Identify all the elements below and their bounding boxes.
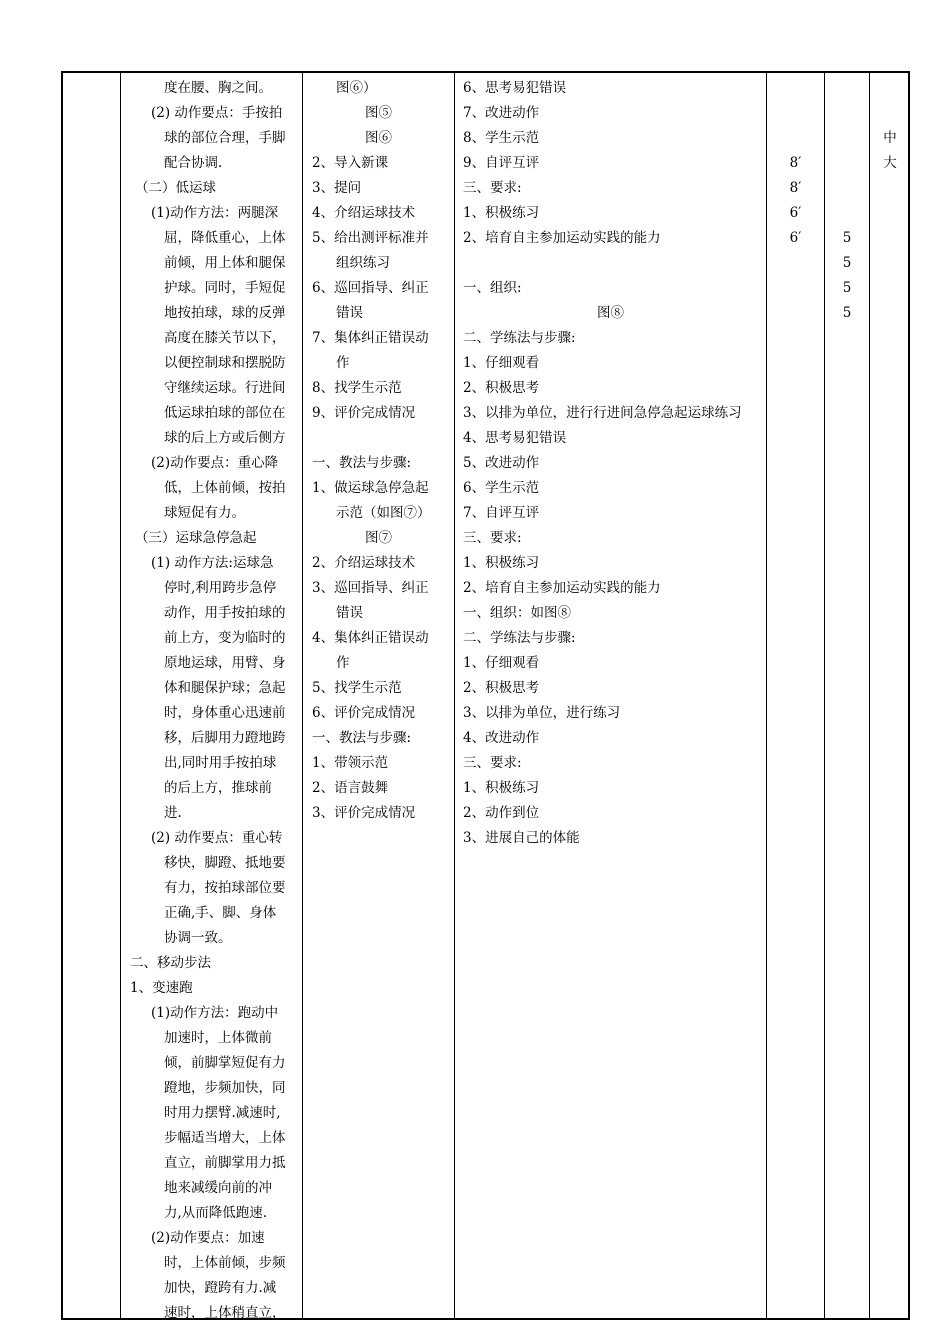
teacher-activity-column: [303, 76, 454, 826]
text-line: (1)动作方法：跑动中: [151, 1005, 279, 1021]
text-line: 一、组织：如图⑧: [463, 605, 571, 621]
text-line: 守继续运球。行进间: [164, 380, 286, 396]
text-line: 图⑤: [365, 105, 392, 121]
text-line: 步幅适当增大，上体: [164, 1130, 286, 1146]
text-line: 3、巡回指导、纠正: [312, 580, 429, 596]
text-line: 中: [883, 130, 897, 146]
text-line: 图⑦: [365, 530, 392, 546]
text-line: 1、仔细观看: [463, 355, 540, 371]
text-line: 正确,手、脚、身体: [164, 905, 277, 921]
text-line: 2、积极思考: [463, 680, 540, 696]
text-line: 时，身体重心迅速前: [164, 705, 286, 721]
text-line: 一、教法与步骤:: [312, 455, 412, 471]
text-line: 以便控制球和摆脱防: [164, 355, 286, 371]
text-line: (1) 动作方法:运球急: [151, 555, 274, 571]
text-line: 3、评价完成情况: [312, 805, 416, 821]
text-line: 加快，蹬跨有力.减: [164, 1280, 277, 1296]
text-line: 低，上体前倾，按拍: [164, 480, 286, 496]
text-line: 的后上方，推球前: [164, 780, 272, 796]
text-line: 5: [842, 255, 852, 271]
text-line: [825, 201, 869, 226]
text-line: 大: [883, 155, 897, 171]
text-line: 7、集体纠正错误动: [312, 330, 429, 346]
text-line: 移，后脚用力蹬地跨: [164, 730, 286, 746]
text-line: 错误: [336, 305, 363, 321]
text-line: 图⑥: [365, 130, 392, 146]
text-line: [825, 176, 869, 201]
text-line: [870, 76, 910, 101]
text-line: 球的部位合理，手脚: [164, 130, 286, 146]
text-line: 5、改进动作: [463, 455, 540, 471]
text-line: 1、做运球急停急起: [312, 480, 429, 496]
text-line: 9、评价完成情况: [312, 405, 416, 421]
text-line: 6、评价完成情况: [312, 705, 416, 721]
text-line: 度在腰、胸之间。: [164, 80, 272, 96]
text-line: 4、集体纠正错误动: [312, 630, 429, 646]
text-line: [825, 126, 869, 151]
text-line: 动作，用手按拍球的: [164, 605, 286, 621]
text-line: （二）低运球: [135, 180, 216, 196]
text-line: 2、导入新课: [312, 155, 389, 171]
text-line: 前上方，变为临时的: [164, 630, 286, 646]
text-line: 进.: [164, 805, 182, 821]
text-line: 1、变速跑: [130, 980, 193, 996]
text-line: 三、要求:: [463, 180, 522, 196]
text-line: 错误: [336, 605, 363, 621]
text-line: [825, 101, 869, 126]
text-line: [825, 76, 869, 101]
text-line: 8、找学生示范: [312, 380, 402, 396]
text-line: 高度在膝关节以下，: [164, 330, 286, 346]
text-line: 2、介绍运球技术: [312, 555, 416, 571]
text-line: 4、介绍运球技术: [312, 205, 416, 221]
text-line: 9、自评互评: [463, 155, 540, 171]
text-line: 5: [842, 280, 852, 296]
text-line: 8、学生示范: [463, 130, 540, 146]
text-line: 三、要求:: [463, 530, 522, 546]
time-column: [767, 76, 824, 251]
text-line: 配合协调.: [164, 155, 223, 171]
text-line: 低运球拍球的部位在: [164, 405, 286, 421]
text-line: 7、改进动作: [463, 105, 540, 121]
text-line: 地按拍球，球的反弹: [164, 305, 286, 321]
text-line: 倾，前脚掌短促有力: [164, 1055, 286, 1071]
text-line: 护球。同时，手短促: [164, 280, 286, 296]
text-line: (2) 动作要点：重心转: [151, 830, 283, 846]
text-line: 出,同时用手按拍球: [164, 755, 277, 771]
text-line: (1)动作方法：两腿深: [151, 205, 279, 221]
text-line: 1、积极练习: [463, 780, 540, 796]
text-line: 8′: [789, 155, 802, 171]
text-line: 7、自评互评: [463, 505, 540, 521]
text-line: 三、要求:: [463, 755, 522, 771]
text-line: 3、以排为单位，进行练习: [463, 705, 621, 721]
text-line: 前倾，用上体和腿保: [164, 255, 286, 271]
text-line: 屈，降低重心，上体: [164, 230, 286, 246]
text-line: 3、以排为单位，进行行进间急停急起运球练习: [463, 405, 742, 421]
text-line: 球的后上方或后侧方: [164, 430, 286, 446]
repetitions-column: [825, 76, 869, 326]
text-line: 1、仔细观看: [463, 655, 540, 671]
text-line: 协调一致。: [164, 930, 232, 946]
text-line: 图⑧: [597, 305, 624, 321]
text-line: [767, 101, 824, 126]
text-line: [303, 426, 454, 451]
text-line: 一、组织:: [463, 280, 522, 296]
text-line: (2)动作要点：重心降: [151, 455, 279, 471]
student-activity-column: [455, 76, 766, 851]
text-line: 有力，按拍球部位要: [164, 880, 286, 896]
text-line: 5: [842, 305, 852, 321]
text-line: 二、移动步法: [130, 955, 211, 971]
text-line: 4、思考易犯错误: [463, 430, 567, 446]
text-line: 时，上体前倾，步频: [164, 1255, 286, 1271]
text-line: 二、学练法与步骤:: [463, 330, 576, 346]
text-line: 力,从而降低跑速.: [164, 1205, 268, 1221]
text-line: [767, 76, 824, 101]
text-line: 体和腿保护球；急起: [164, 680, 286, 696]
text-line: 2、动作到位: [463, 805, 540, 821]
text-line: 8′: [789, 180, 802, 196]
text-line: 速时，上体稍直立，: [164, 1305, 286, 1321]
text-line: 2、积极思考: [463, 380, 540, 396]
text-line: 3、提问: [312, 180, 362, 196]
text-line: 图⑥）: [336, 80, 377, 96]
text-line: 5、给出测评标准并: [312, 230, 429, 246]
text-line: 作: [336, 655, 350, 671]
text-line: 作: [336, 355, 350, 371]
text-line: (2) 动作要点：手按拍: [151, 105, 283, 121]
text-line: 4、改进动作: [463, 730, 540, 746]
text-line: 2、语言鼓舞: [312, 780, 389, 796]
text-line: [825, 151, 869, 176]
text-line: 加速时，上体微前: [164, 1030, 272, 1046]
text-line: 移快，脚蹬、抵地要: [164, 855, 286, 871]
text-line: 原地运球，用臂、身: [164, 655, 286, 671]
text-line: 停时,利用跨步急停: [164, 580, 277, 596]
text-line: 3、进展自己的体能: [463, 830, 580, 846]
text-line: 1、积极练习: [463, 205, 540, 221]
text-line: 蹬地，步频加快，同: [164, 1080, 286, 1096]
text-line: 1、带领示范: [312, 755, 389, 771]
lesson-plan-table: [61, 71, 910, 1320]
text-line: (2)动作要点：加速: [151, 1230, 265, 1246]
column-divider: [869, 73, 870, 1318]
text-line: 1、积极练习: [463, 555, 540, 571]
teaching-content-column: [121, 76, 302, 1326]
text-line: 6′: [789, 205, 802, 221]
text-line: 球短促有力。: [164, 505, 245, 521]
text-line: 6、学生示范: [463, 480, 540, 496]
text-line: 组织练习: [336, 255, 390, 271]
text-line: [870, 101, 910, 126]
text-line: 示范（如图⑦）: [336, 505, 431, 521]
text-line: 一、教法与步骤:: [312, 730, 412, 746]
column-divider: [766, 73, 767, 1318]
text-line: 时用力摆臂.减速时,: [164, 1105, 281, 1121]
text-line: 直立，前脚掌用力抵: [164, 1155, 286, 1171]
text-line: 6′: [789, 230, 802, 246]
text-line: 5、找学生示范: [312, 680, 402, 696]
text-line: 5: [842, 230, 852, 246]
text-line: （三）运球急停急起: [135, 530, 257, 546]
text-line: 地来减缓向前的冲: [164, 1180, 272, 1196]
text-line: 二、学练法与步骤:: [463, 630, 576, 646]
text-line: [455, 251, 766, 276]
text-line: [767, 126, 824, 151]
text-line: 6、思考易犯错误: [463, 80, 567, 96]
text-line: 6、巡回指导、纠正: [312, 280, 429, 296]
intensity-column: [870, 76, 910, 176]
text-line: 2、培育自主参加运动实践的能力: [463, 580, 661, 596]
text-line: 2、培育自主参加运动实践的能力: [463, 230, 661, 246]
